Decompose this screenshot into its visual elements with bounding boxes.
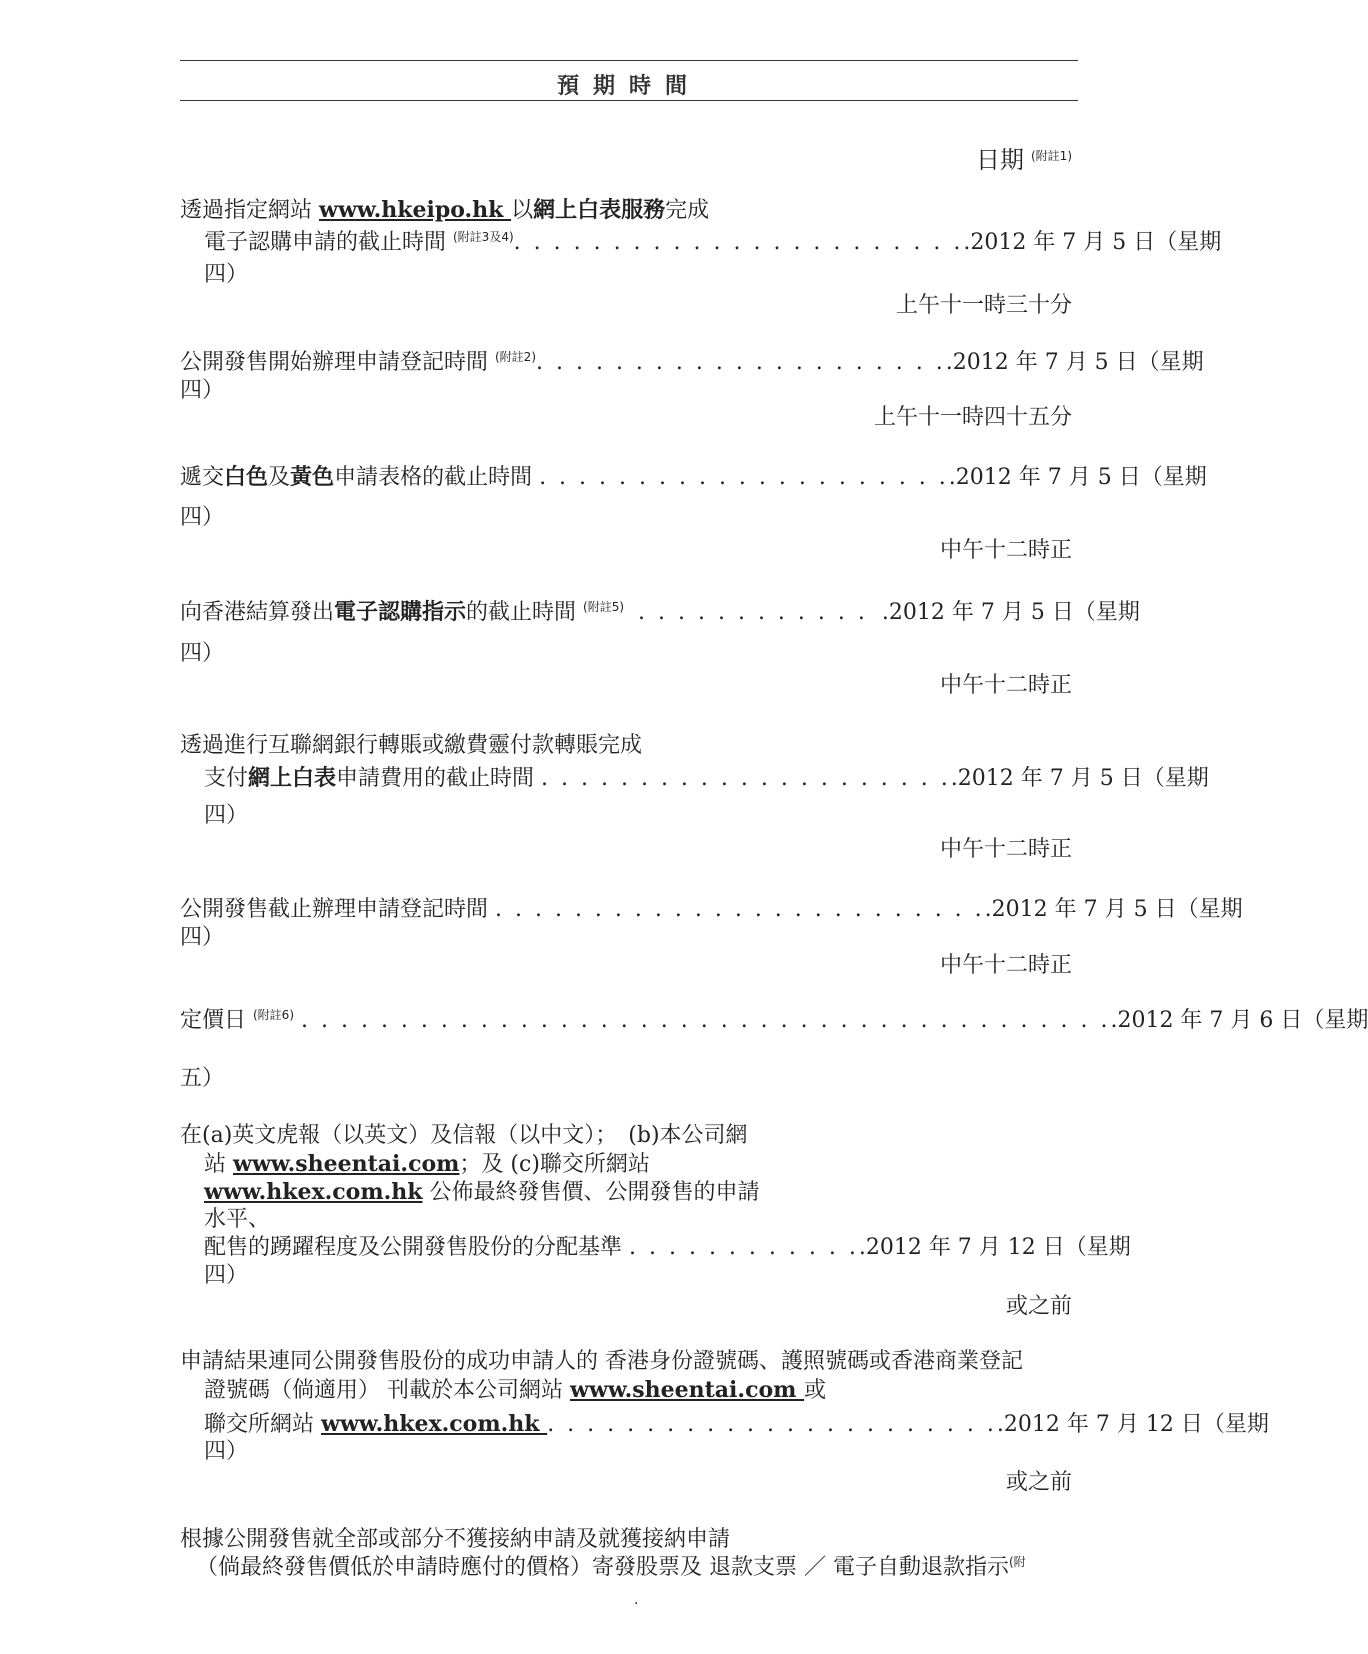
row7-date: .2012 年 7 月 6 日（星期 bbox=[1110, 1008, 1368, 1033]
row10-line1: 根據公開發售就全部或部分不獲接納申請及就獲接納申請 bbox=[180, 1527, 731, 1552]
row9-line3-text: 聯交所網站 bbox=[204, 1412, 321, 1437]
row8-line5 bbox=[204, 1234, 1131, 1262]
row7-leader-dots: . . . . . . . . . . . . . . . . . . . . . . . . . . . . . . . . . . . . . . . . . bbox=[301, 1008, 1111, 1033]
row10-note: (附 bbox=[1008, 1555, 1026, 1569]
row5-date: .2012 年 7 月 5 日（星期 bbox=[950, 766, 1209, 791]
row8-time: 或之前 bbox=[1005, 1294, 1072, 1319]
row3-line1 bbox=[180, 464, 1207, 492]
sheentai-link[interactable]: www.sheentai.com bbox=[233, 1151, 460, 1177]
row1-leader-dots: . . . . . . . . . . . . . . . . . . . . . . . bbox=[513, 230, 964, 255]
row4-time: 中午十二時正 bbox=[939, 673, 1072, 698]
row1-line2 bbox=[204, 229, 1221, 259]
row9-text-post: 或 bbox=[804, 1378, 827, 1403]
hkex-link[interactable]: www.hkex.com.hk bbox=[204, 1179, 423, 1205]
row3-leader-dots: . . . . . . . . . . . . . . . . . . . . . bbox=[539, 465, 949, 490]
row3-bold-white: 白色 bbox=[224, 465, 269, 490]
row1-text-post: 完成 bbox=[665, 198, 710, 223]
row7-line1 bbox=[180, 1007, 1368, 1037]
header-bottom-rule bbox=[180, 100, 1078, 101]
row5-line3: 四） bbox=[204, 803, 249, 828]
row6-leader-dots: . . . . . . . . . . . . . . . . . . . . . . . . . bbox=[495, 897, 985, 922]
row6-text: 公開發售截止辦理申請登記時間 bbox=[180, 897, 495, 922]
row5-time: 中午十二時正 bbox=[939, 837, 1072, 862]
sheentai-link-2[interactable]: www.sheentai.com bbox=[570, 1377, 805, 1403]
row9-line2 bbox=[204, 1376, 826, 1405]
row2-line1 bbox=[180, 349, 1204, 379]
row8-line4: 水平、 bbox=[204, 1207, 271, 1232]
row2-leader-dots: . . . . . . . . . . . . . . . . . . . . . bbox=[536, 350, 946, 375]
row9-date: .2012 年 7 月 12 日（星期 bbox=[996, 1412, 1269, 1437]
row8-text-pre: 站 bbox=[204, 1152, 233, 1177]
row4-date: .2012 年 7 月 5 日（星期 bbox=[881, 600, 1140, 625]
row2-time: 上午十一時四十五分 bbox=[873, 405, 1072, 430]
row2-note: (附註2) bbox=[495, 350, 536, 364]
row1-line3: 四） bbox=[204, 262, 249, 287]
row4-line2: 四） bbox=[180, 641, 225, 666]
row8-line2 bbox=[204, 1150, 650, 1179]
date-heading-note: (附註1) bbox=[1031, 149, 1072, 163]
header-top-rule bbox=[180, 60, 1078, 61]
row5-line2 bbox=[204, 765, 1209, 793]
date-column-heading bbox=[976, 146, 1072, 178]
row8-text-post: ；及 (c)聯交所網站 bbox=[459, 1152, 650, 1177]
row3-bold-yellow: 黃色 bbox=[290, 465, 335, 490]
row4-note: (附註5) bbox=[583, 600, 625, 614]
row9-leader-dots: . . . . . . . . . . . . . . . . . . . . . . . bbox=[547, 1412, 997, 1437]
hkex-link-2[interactable]: www.hkex.com.hk bbox=[321, 1411, 548, 1437]
row2-line2: 四） bbox=[180, 378, 225, 403]
row4-text-pre: 向香港結算發出 bbox=[180, 600, 335, 625]
row6-line1 bbox=[180, 896, 1243, 924]
row7-note: (附註6) bbox=[253, 1008, 294, 1022]
row6-line2: 四） bbox=[180, 925, 225, 950]
row8-leader-dots: . . . . . . . . . . . . bbox=[629, 1235, 859, 1260]
row3-time: 中午十二時正 bbox=[939, 538, 1072, 563]
row3-text-post: 申請表格的截止時間 bbox=[334, 465, 540, 490]
row3-text-pre: 遞交 bbox=[180, 465, 225, 490]
row7-text: 定價日 bbox=[180, 1008, 253, 1033]
hkeipo-link[interactable]: www.hkeipo.hk bbox=[319, 197, 512, 223]
row9-line4: 四） bbox=[204, 1439, 249, 1464]
row2-date: .2012 年 7 月 5 日（星期 bbox=[945, 350, 1204, 375]
row9-text-pre: 證號碼（倘適用） 刊載於本公司網站 bbox=[204, 1378, 570, 1403]
row4-text-post: 的截止時間 bbox=[466, 600, 584, 625]
row1-date: .2012 年 7 月 5 日（星期 bbox=[963, 230, 1222, 255]
row5-text-pre: 支付 bbox=[204, 766, 249, 791]
row3-line2: 四） bbox=[180, 505, 225, 530]
row4-line1 bbox=[180, 599, 1140, 629]
row8-line6: 四） bbox=[204, 1263, 249, 1288]
row1-text: 透過指定網站 bbox=[180, 198, 319, 223]
row6-date: .2012 年 7 月 5 日（星期 bbox=[984, 897, 1243, 922]
row3-text-mid: 及 bbox=[268, 465, 291, 490]
row5-leader-dots: . . . . . . . . . . . . . . . . . . . . . bbox=[541, 766, 951, 791]
row3-date: .2012 年 7 月 5 日（星期 bbox=[948, 465, 1207, 490]
footer-dot: . bbox=[634, 1592, 639, 1608]
row9-line1: 申請結果連同公開發售股份的成功申請人的 香港身份證號碼、護照號碼或香港商業登記 bbox=[180, 1349, 1023, 1374]
row1-bold-service: 網上白表服務 bbox=[533, 198, 666, 223]
row4-leader-dots: . . . . . . . . . . . . bbox=[638, 600, 868, 625]
row5-line1: 透過進行互聯網銀行轉賬或繳費靈付款轉賬完成 bbox=[180, 733, 643, 758]
row1-line1 bbox=[180, 196, 709, 225]
row7-line2: 五） bbox=[180, 1066, 225, 1091]
row10-line2-text: （倘最終發售價低於申請時應付的價格）寄發股票及 退款支票 ／ 電子自動退款指示 bbox=[196, 1555, 1009, 1580]
row5-text-post: 申請費用的截止時間 bbox=[336, 766, 542, 791]
row6-time: 中午十二時正 bbox=[939, 953, 1072, 978]
row9-line3 bbox=[204, 1410, 1269, 1439]
row1-line2-text: 電子認購申請的截止時間 bbox=[204, 230, 453, 255]
row1-note: (附註3及4) bbox=[453, 230, 514, 244]
row2-text: 公開發售開始辦理申請登記時間 bbox=[180, 350, 495, 375]
row8-line1: 在(a)英文虎報（以英文）及信報（以中文）； (b)本公司網 bbox=[180, 1123, 748, 1148]
row8-line3-text: 公佈最終發售價、公開發售的申請 bbox=[422, 1180, 760, 1205]
row1-time: 上午十一時三十分 bbox=[895, 293, 1072, 318]
date-heading-label: 日期 bbox=[976, 146, 1024, 174]
row8-line3 bbox=[204, 1178, 760, 1207]
row8-date: .2012 年 7 月 12 日（星期 bbox=[858, 1235, 1131, 1260]
row10-line2 bbox=[196, 1554, 1026, 1584]
row9-time: 或之前 bbox=[1005, 1470, 1072, 1495]
row4-bold-instruction: 電子認購指示 bbox=[334, 600, 467, 625]
header-title: 預期時間 bbox=[556, 74, 701, 99]
row5-bold-whiteform: 網上白表 bbox=[248, 766, 337, 791]
row8-line5-text: 配售的踴躍程度及公開發售股份的分配基準 bbox=[204, 1235, 629, 1260]
row1-text-mid: 以 bbox=[511, 198, 534, 223]
